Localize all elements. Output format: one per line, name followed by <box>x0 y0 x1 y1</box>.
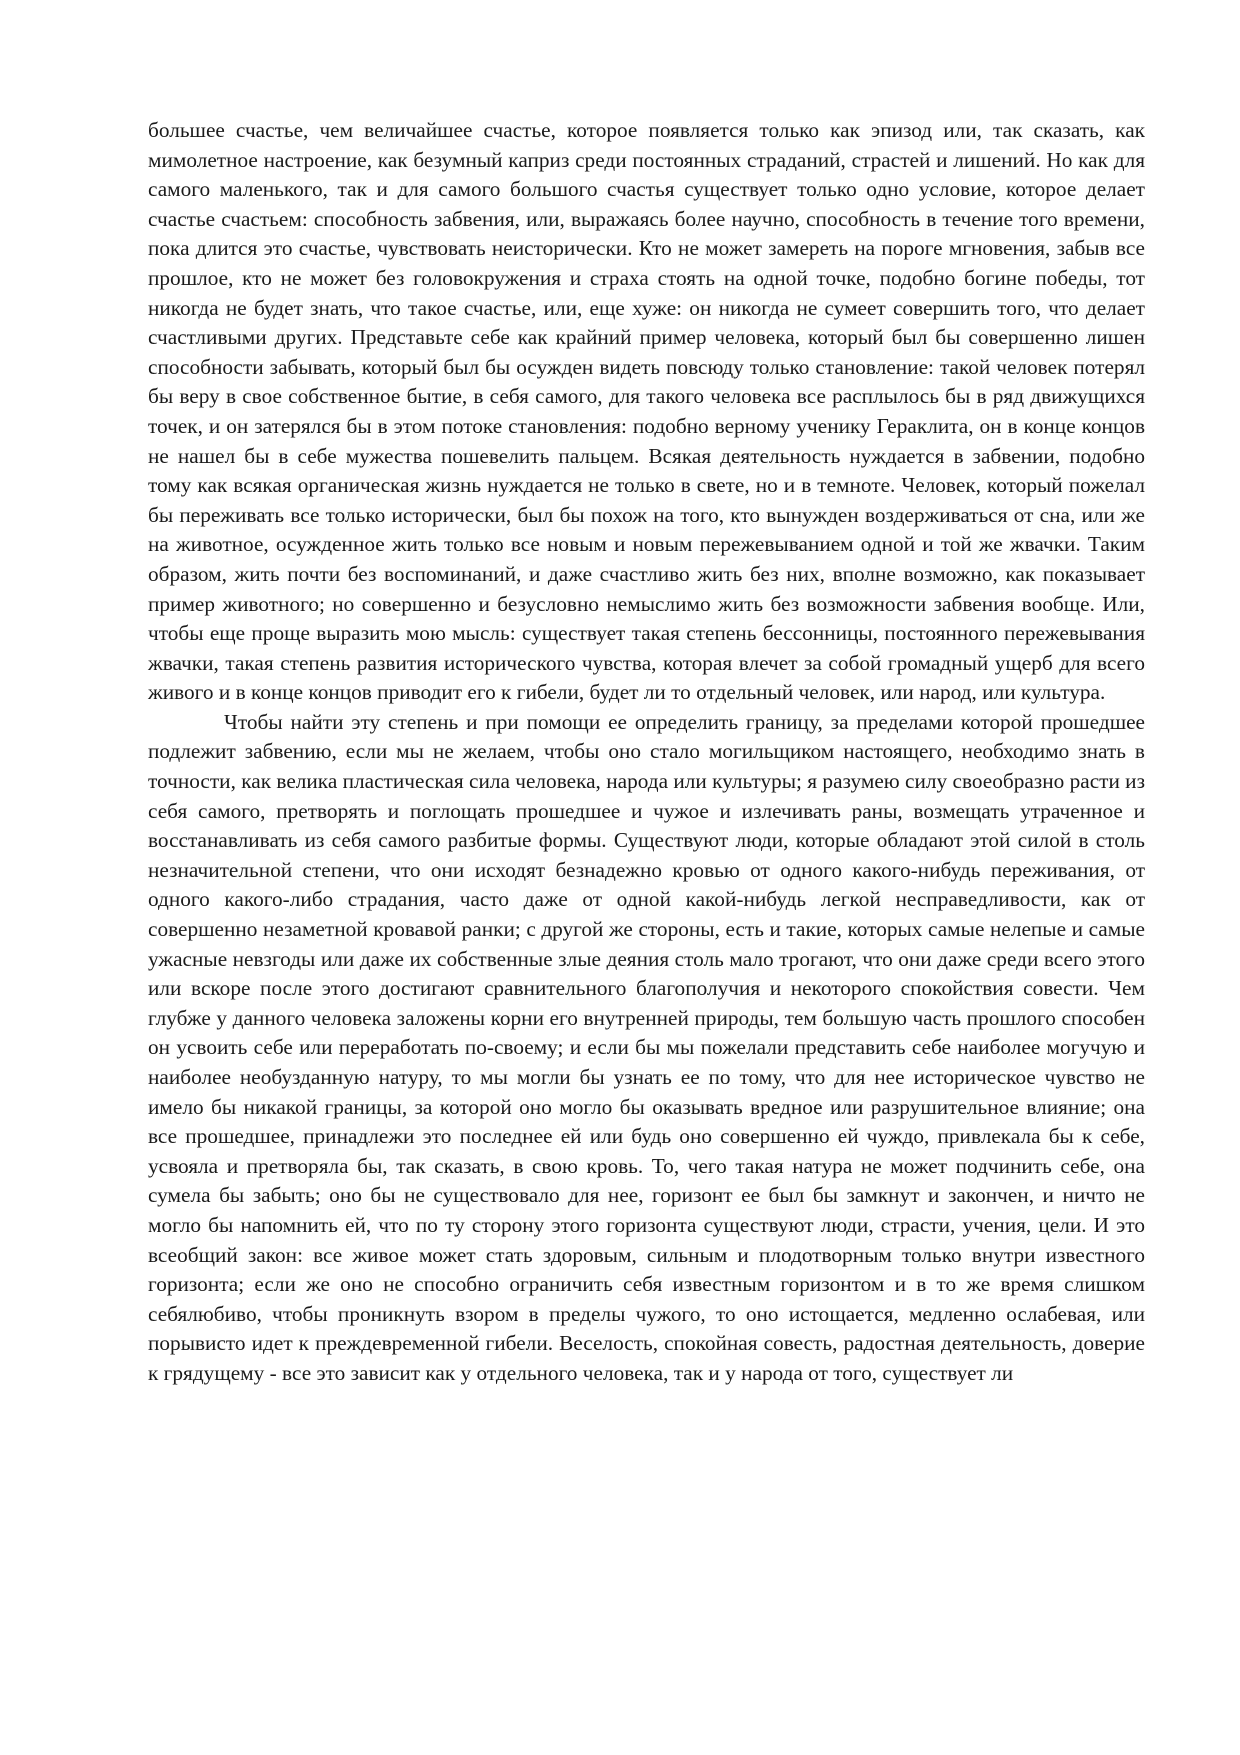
paragraph-continuation: большее счастье, чем величайшее счастье, которое появляется только как эпизод или, так сказать, как мимолетное настроение, как безумный каприз среди постоянных страданий, страстей и лишений. Но как для самого маленького, так и для самого большого счастья существует только одно условие, которое делает счастье счастьем: способность забвения, или, выражаясь более научно, способность в течение того времени, пока длится это счастье, чувствовать неисторически. Кто не может замереть на пороге мгновения, забыв все прошлое, кто не может без головокружения и страха стоять на одной точке, подобно богине победы, тот никогда не будет знать, что такое счастье, или, еще хуже: он никогда не сумеет совершить того, что делает счастливыми других. Представьте себе как крайний пример человека, который был бы совершенно лишен способности забывать, который был бы осужден видеть повсюду только становление: такой человек потерял бы веру в свое собственное бытие, в себя самого, для такого человека все расплылось бы в ряд движущихся точек, и он затерялся бы в этом потоке становления: подобно верному ученику Гераклита, он в конце концов не нашел бы в себе мужества пошевелить пальцем. Всякая деятельность нуждается в забвении, подобно тому как всякая органическая жизнь нуждается не только в свете, но и в темноте. Человек, который пожелал бы переживать все только исторически, был бы похож на того, кто вынужден воздерживаться от сна, или же на животное, осужденное жить только все новым и новым пережевыванием одной и той же жвачки. Таким образом, жить почти без воспоминаний, и даже счастливо жить без них, вполне возможно, как показывает пример животного; но совершенно и безусловно немыслимо жить без возможности забвения вообще. Или, чтобы еще проще выразить мою мысль: существует такая степень бессонницы, постоянного пережевывания жвачки, такая степень развития исторического чувства, которая влечет за собой громадный ущерб для всего живого и в конце концов приводит его к гибели, будет ли то отдельный человек, или народ, или культура. <box>148 118 1145 705</box>
paragraph-plastic-force: Чтобы найти эту степень и при помощи ее определить границу, за пределами которой прошедшее подлежит забвению, если мы не желаем, чтобы оно стало могильщиком настоящего, необходимо знать в точности, как велика пластическая сила человека, народа или культуры; я разумею силу своеобразно расти из себя самого, претворять и поглощать прошедшее и чужое и излечивать раны, возмещать утраченное и восстанавливать из себя самого разбитые формы. Существуют люди, которые обладают этой силой в столь незначительной степени, что они исходят безнадежно кровью от одного какого-нибудь переживания, от одного какого-либо страдания, часто даже от одной какой-нибудь легкой несправедливости, как от совершенно незаметной кровавой ранки; с другой же стороны, есть и такие, которых самые нелепые и самые ужасные невзгоды или даже их собственные злые деяния столь мало трогают, что они даже среди всего этого или вскоре после этого достигают сравнительного благополучия и некоторого спокойствия совести. Чем глубже у данного человека заложены корни его внутренней природы, тем большую часть прошлого способен он усвоить себе или переработать по-своему; и если бы мы пожелали представить себе наиболее могучую и наиболее необузданную натуру, то мы могли бы узнать ее по тому, что для нее историческое чувство не имело бы никакой границы, за которой оно могло бы оказывать вредное или разрушительное влияние; она все прошедшее, принадлежи это последнее ей или будь оно совершенно ей чуждо, привлекала бы к себе, усвояла и претворяла бы, так сказать, в свою кровь. То, чего такая натура не может подчинить себе, она сумела бы забыть; оно бы не существовало для нее, горизонт ее был бы замкнут и закончен, и ничто не могло бы напомнить ей, что по ту сторону этого горизонта существуют люди, страсти, учения, цели. И это всеобщий закон: все живое может стать здоровым, сильным и плодотворным только внутри известного горизонта; если же оно не способно ограничить себя известным горизонтом и в то же время слишком себялюбиво, чтобы проникнуть взором в пределы чужого, то оно истощается, медленно ослабевая, или порывисто идет к преждевременной гибели. Веселость, спокойная совесть, радостная деятельность, доверие к грядущему - все это зависит как у отдельного человека, так и у народа от того, существует ли <box>148 709 1145 1385</box>
body-text <box>148 116 1145 1389</box>
